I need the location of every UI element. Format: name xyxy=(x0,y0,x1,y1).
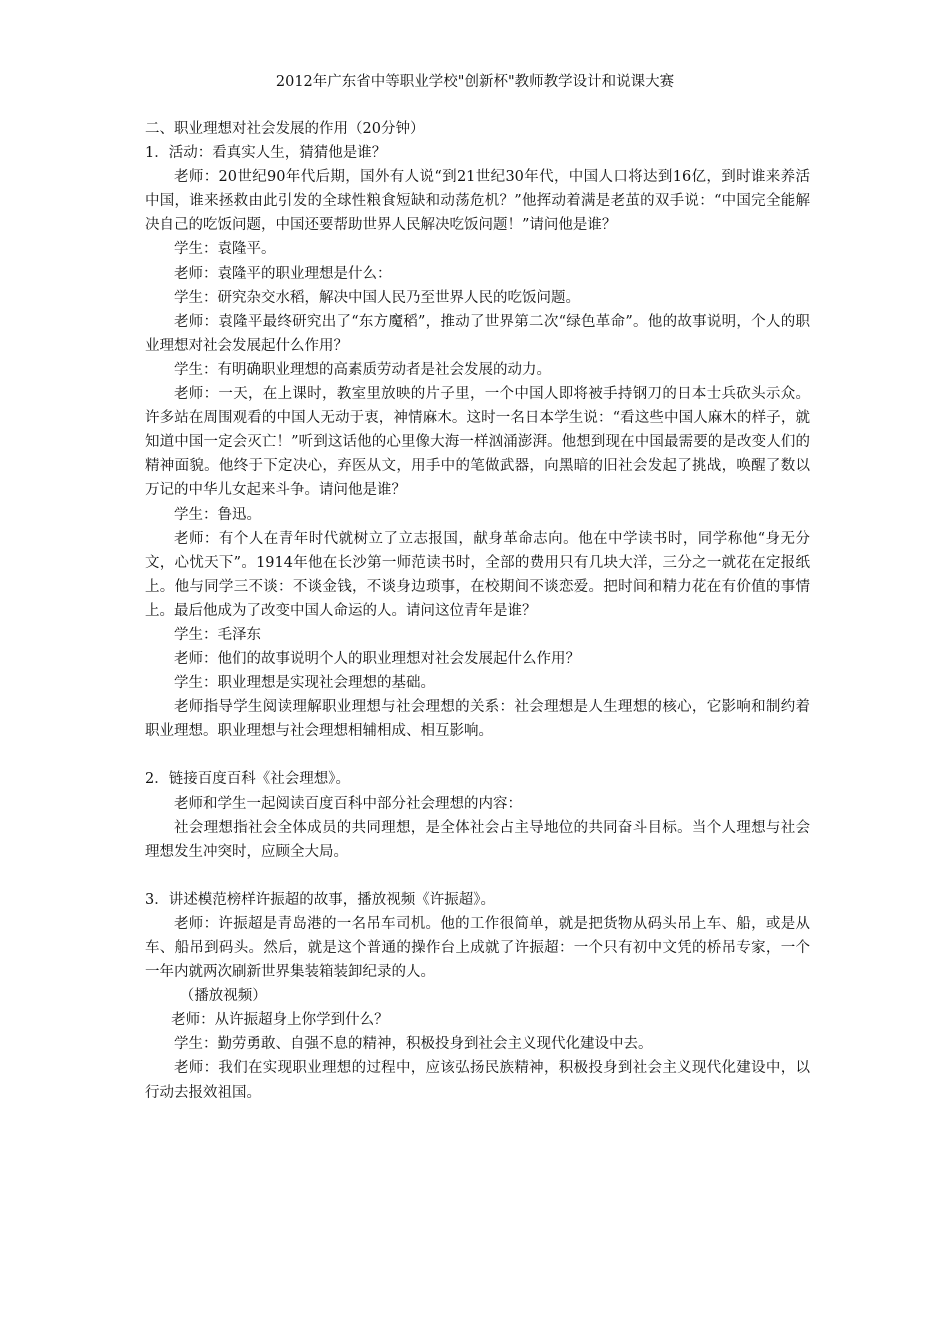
dialogue-line: 老师：袁隆平最终研究出了“东方魔稻”，推动了世界第二次“绿色革命”。他的故事说明，个人的职业理想对社会发展起什么作用？ xyxy=(145,313,810,354)
dialogue-line: 学生：毛泽东 xyxy=(174,626,261,643)
paragraph-gap xyxy=(145,743,810,767)
dialogue-line: 老师和学生一起阅读百度百科中部分社会理想的内容： xyxy=(174,795,522,812)
dialogue-line: 老师：有个人在青年时代就树立了立志报国，献身革命志向。他在中学读书时，同学称他“身无分文，心忧天下”。1914年他在长沙第一师范读书时，全部的费用只有几块大洋，三分之一就花在定报纸上。他与同学三不谈：不谈金钱，不谈身边琐事，在校期间不谈恋爱。把时间和精力花在有价值的事情上。最后他成为了改变中国人命运的人。请问这位青年是谁？ xyxy=(145,530,810,619)
activity-2-title: 2．链接百度百科《社会理想》。 xyxy=(145,771,350,788)
document-body xyxy=(145,117,810,1105)
dialogue-line: 老师：一天，在上课时，教室里放映的片子里，一个中国人即将被手持钢刀的日本士兵砍头示众。许多站在周围观看的中国人无动于衷，神情麻木。这时一名日本学生说：“看这些中国人麻木的样子，就知道中国一定会灭亡！”听到这话他的心里像大海一样汹涌澎湃。他想到现在中国最需要的是改变人们的精神面貌。他终于下定决心，弃医从文，用手中的笔做武器，向黑暗的旧社会发起了挑战，唤醒了数以万记的中华儿女起来斗争。请问他是谁？ xyxy=(145,386,810,499)
dialogue-line: 学生：勤劳勇敢、自强不息的精神，积极投身到社会主义现代化建设中去。 xyxy=(174,1036,653,1053)
activity-1-title: 1．活动：看真实人生，猜猜他是谁？ xyxy=(145,145,387,162)
dialogue-line: 老师指导学生阅读理解职业理想与社会理想的关系：社会理想是人生理想的核心，它影响和制约着职业理想。职业理想与社会理想相辅相成、相互影响。 xyxy=(145,699,810,740)
dialogue-line: 老师：许振超是青岛港的一名吊车司机。他的工作很简单，就是把货物从码头吊上车、船，或是从车、船吊到码头。然后，就是这个普通的操作台上成就了许振超：一个只有初中文凭的桥吊专家，一个一年内就两次刷新世界集装箱装卸纪录的人。 xyxy=(145,915,810,981)
video-note: （播放视频） xyxy=(179,988,267,1005)
activity-3-title: 3．讲述模范榜样许振超的故事，播放视频《许振超》。 xyxy=(145,891,495,908)
dialogue-line: 老师：从许振超身上你学到什么？ xyxy=(171,1012,389,1029)
dialogue-line: 老师：20世纪90年代后期，国外有人说“到21世纪30年代，中国人口将达到16亿，到时谁来养活中国，谁来拯救由此引发的全球性粮食短缺和动荡危机？”他挥动着满是老茧的双手说：“中国完全能解决自己的吃饭问题，中国还要帮助世界人民解决吃饭问题！”请问他是谁？ xyxy=(145,169,810,234)
dialogue-line: 老师：他们的故事说明个人的职业理想对社会发展起什么作用？ xyxy=(174,651,580,668)
page-header: 2012年广东省中等职业学校"创新杯"教师教学设计和说课大赛 xyxy=(275,74,675,90)
paragraph-gap xyxy=(145,864,810,888)
definition-text: 社会理想指社会全体成员的共同理想，是全体社会占主导地位的共同奋斗目标。当个人理想与社会理想发生冲突时，应顾全大局。 xyxy=(145,819,810,860)
section-heading: 二、职业理想对社会发展的作用（20分钟） xyxy=(145,121,425,137)
dialogue-line: 学生：有明确职业理想的高素质劳动者是社会发展的动力。 xyxy=(174,361,551,378)
dialogue-line: 学生：鲁迅。 xyxy=(174,506,261,523)
dialogue-line: 学生：袁隆平。 xyxy=(174,241,276,258)
dialogue-line: 老师：我们在实现职业理想的过程中，应该弘扬民族精神，积极投身到社会主义现代化建设中，以行动去报效祖国。 xyxy=(145,1060,810,1101)
dialogue-line: 老师：袁隆平的职业理想是什么： xyxy=(174,265,392,282)
dialogue-line: 学生：职业理想是实现社会理想的基础。 xyxy=(174,675,435,692)
dialogue-line: 学生：研究杂交水稻，解决中国人民乃至世界人民的吃饭问题。 xyxy=(174,289,580,306)
